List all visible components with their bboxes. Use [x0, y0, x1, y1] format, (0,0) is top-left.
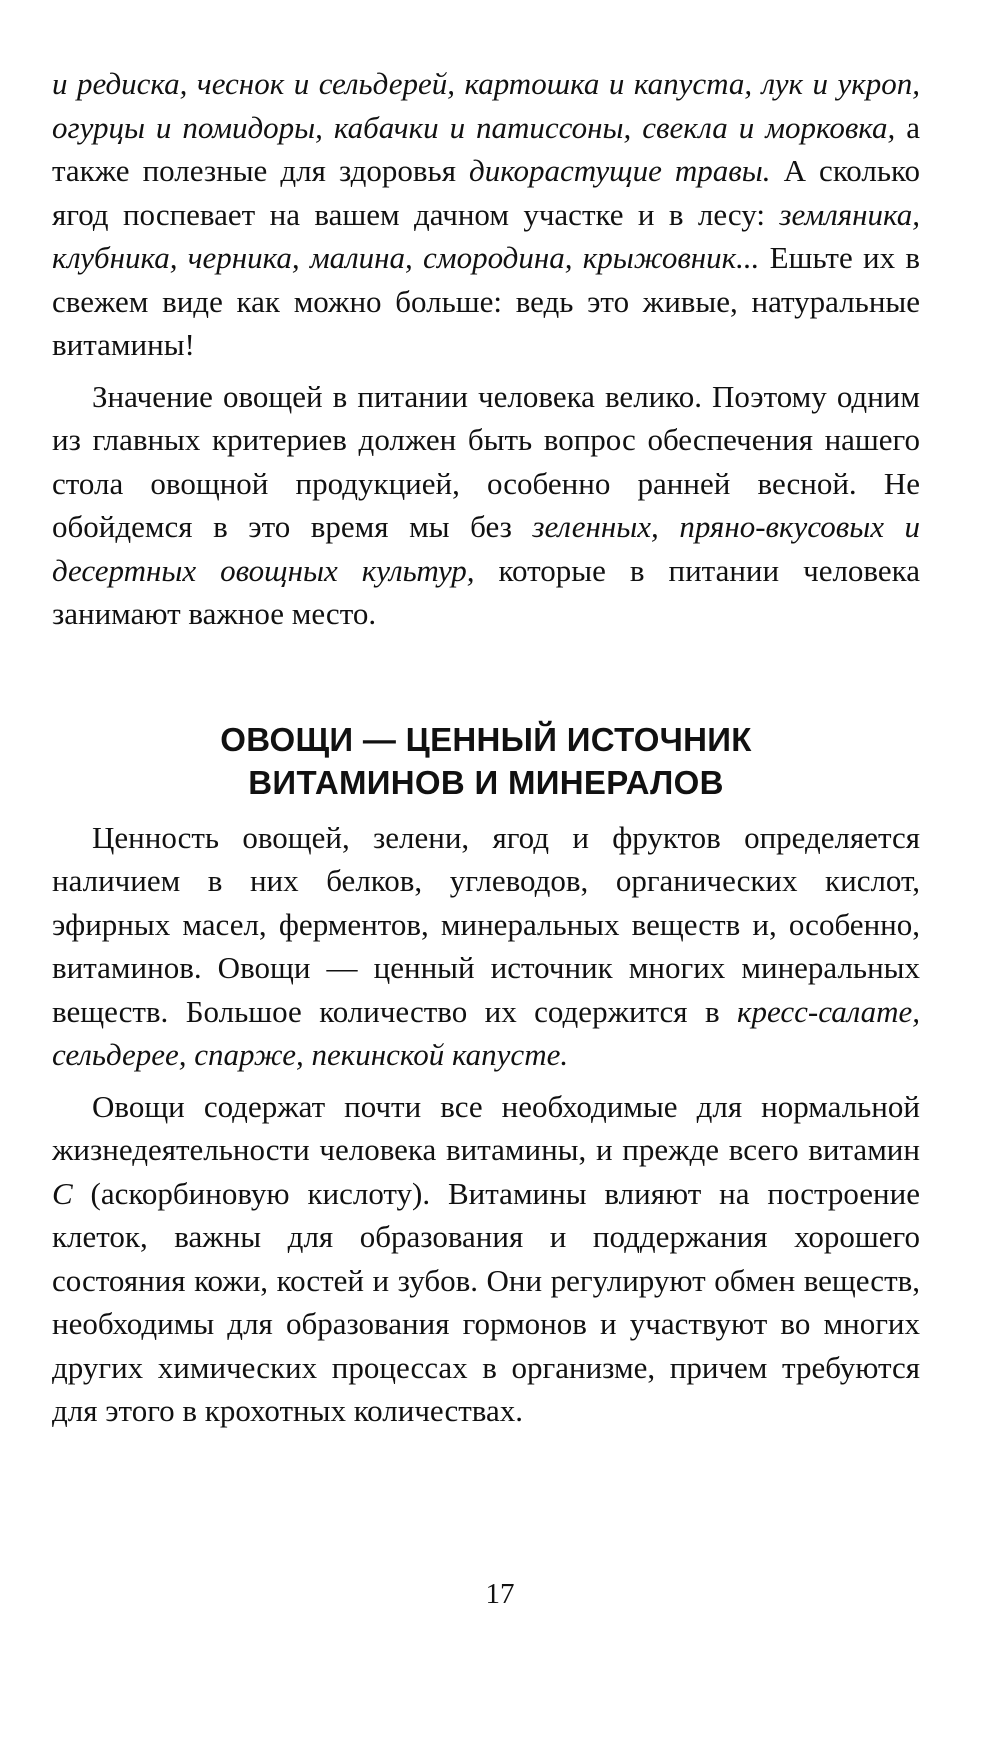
text-segment: а также полезные для здоровья	[52, 109, 920, 188]
italic-wild-herbs: дикорастущие травы.	[469, 153, 771, 188]
paragraph-vegetables-berries	[52, 62, 920, 367]
heading-line-1: ОВОЩИ — ЦЕННЫЙ ИСТОЧНИК	[220, 720, 752, 758]
italic-crop-types: зеленных, пряно-вкусовых и десертных овощных культур,	[52, 509, 921, 588]
heading-line-2: ВИТАМИНОВ И МИНЕРАЛОВ	[248, 763, 724, 801]
page-number: 17	[485, 1578, 515, 1610]
text-segment: (аскорбиновую кислоту). Витамины влияют на построение клеток, важны для образования и поддержания хорошего состояния кожи, костей и зубов. Они регулируют обмен веществ, необходимы для образования гормонов и участвуют во многих других химических процессах в организме, причем требуются для этого в крохотных количествах.	[52, 1175, 920, 1428]
italic-berry-list: земляника, клубника, черника, малина, смородина, крыжовник...	[52, 196, 920, 275]
italic-vitamin-letter: С	[52, 1175, 73, 1211]
italic-mineral-rich-vegetables: кресс-салате, сельдерее, спарже, пекинской капусте.	[52, 993, 920, 1072]
text-segment: Значение овощей в питании человека велико. Поэтому одним из главных критериев должен быть вопрос обеспечения нашего стола овощной продукцией, особенно ранней весной. Не обойдемся в это время мы без	[52, 378, 920, 544]
paragraph-vegetable-importance	[52, 375, 920, 636]
book-page	[52, 62, 920, 1441]
text-segment: А сколько ягод поспевает на вашем дачном участке и в лесу:	[52, 153, 920, 232]
italic-vegetable-list: и редиска, чеснок и сельдерей, картошка и капуста, лук и укроп, огурцы и помидоры, кабачки и патиссоны, свекла и морковка,	[52, 66, 920, 145]
paragraph-vitamins	[52, 1085, 920, 1433]
text-segment: Ценность овощей, зелени, ягод и фруктов определяется наличием в них белков, углеводов, органических кислот, эфирных масел, ферментов, минеральных веществ и, особенно, витаминов. Овощи — ценный источник многих минеральных веществ. Большое количество их содержится в	[52, 819, 920, 1029]
paragraph-value-of-vegetables	[52, 816, 920, 1077]
section-heading	[52, 718, 920, 804]
text-segment: которые в питании человека занимают важное место.	[52, 552, 920, 631]
text-segment: Ешьте их в свежем виде как можно больше: ведь это живые, натуральные витамины!	[52, 240, 920, 362]
text-segment: Овощи содержат почти все необходимые для нормальной жизнедеятельности человека витамины, и прежде всего витамин	[52, 1088, 920, 1167]
